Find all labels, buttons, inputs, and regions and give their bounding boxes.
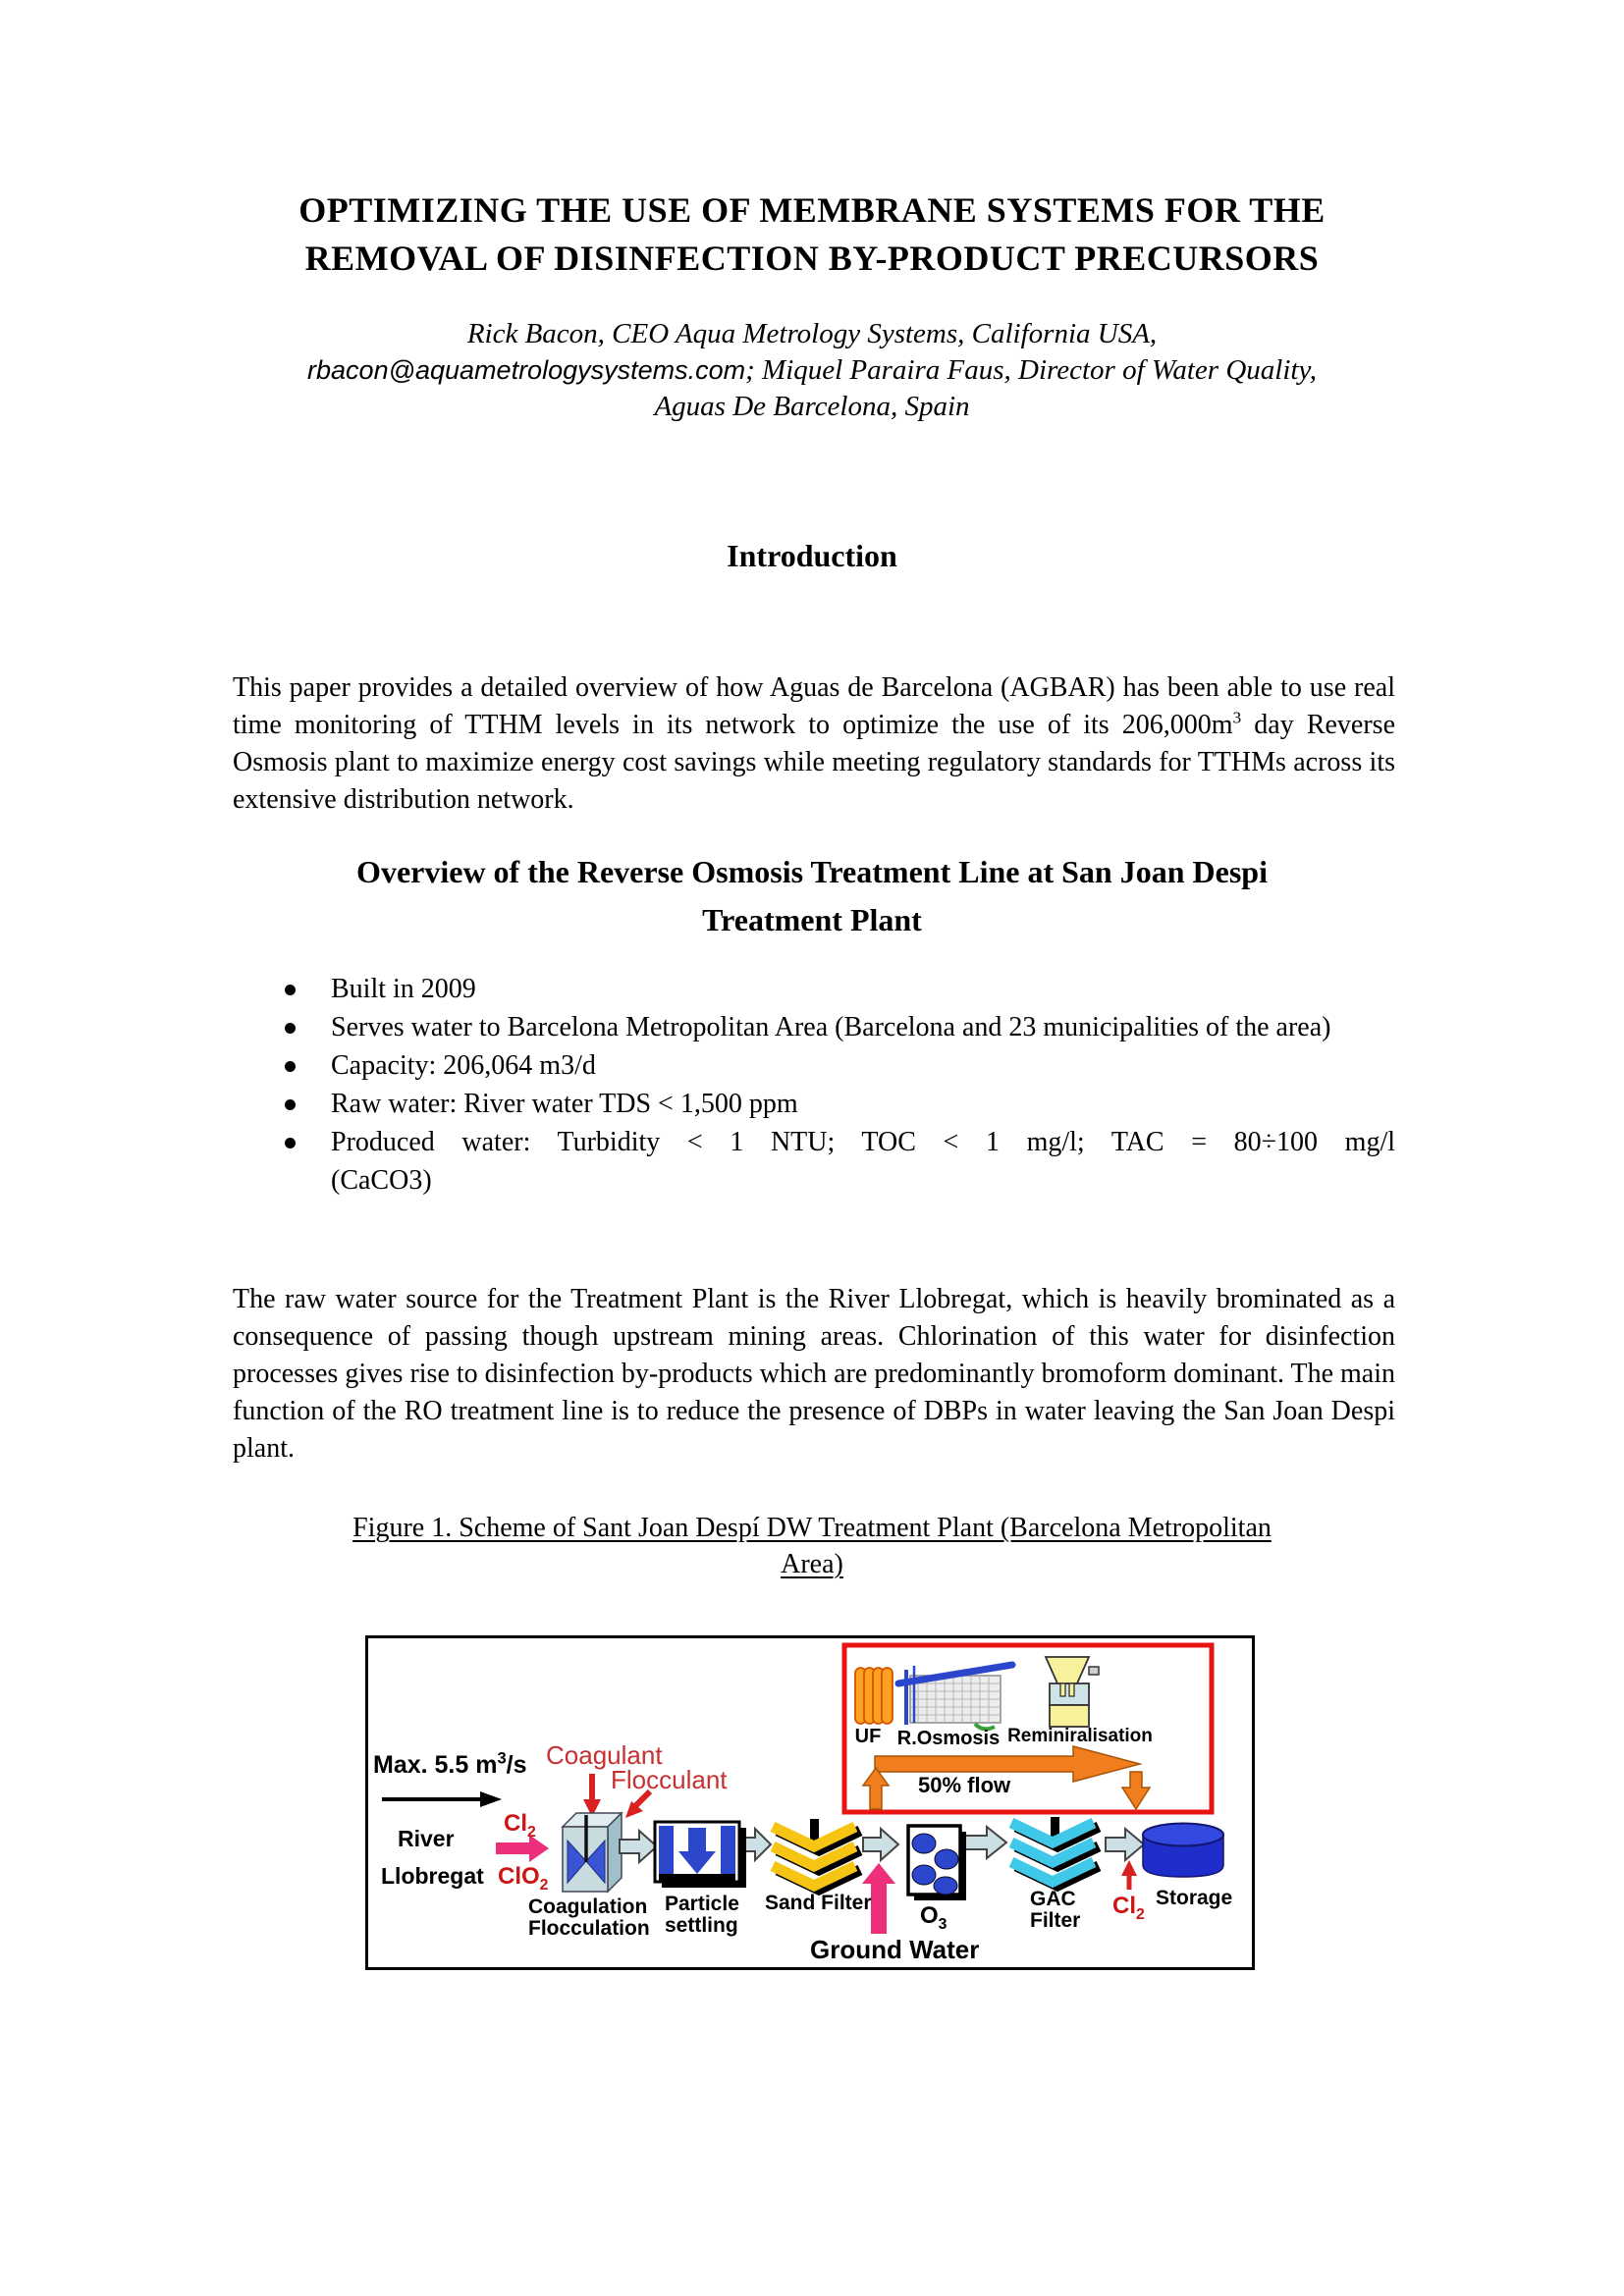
bullet-text: Capacity: 206,064 m3/d xyxy=(331,1050,596,1081)
intro-paragraph xyxy=(233,669,1395,819)
author-line-2-rest: ; Miquel Paraira Faus, Director of Water Quality, xyxy=(745,354,1317,386)
paper-title xyxy=(0,187,1624,283)
cubic-meter-superscript: 3 xyxy=(1232,708,1242,727)
coagulation-tank-icon xyxy=(563,1813,622,1892)
bullet-text: Serves water to Barcelona Metropolitan Area (Barcelona and 23 municipalities of the area) xyxy=(331,1012,1331,1042)
bullet-item-serves xyxy=(233,1008,1395,1046)
bullet-text: Raw water: River water TDS < 1,500 ppm xyxy=(331,1089,798,1119)
remineralisation-label: Reminiralisation xyxy=(1007,1726,1153,1746)
sand-filter-icon xyxy=(773,1819,860,1890)
sand-filter-label: Sand Filter xyxy=(765,1892,872,1914)
section-heading-line-1: Overview of the Reverse Osmosis Treatment Line at San Joan Despi xyxy=(356,854,1268,889)
flocculant-label: Flocculant xyxy=(611,1765,728,1794)
particle-settling-label: Particle settling xyxy=(665,1893,739,1938)
intro-heading: Introduction xyxy=(727,538,897,573)
author-block xyxy=(0,316,1624,425)
bullet-text-line-1: Produced water: Turbidity < 1 NTU; TOC < 1 mg/l; TAC = 80÷100 mg/l xyxy=(331,1127,1395,1157)
flow-arrow-4 xyxy=(963,1827,1006,1858)
ozone-label: $O_3$ xyxy=(920,1902,947,1933)
particle-settling-icon xyxy=(655,1822,746,1888)
author-line-3: Aguas De Barcelona, Spain xyxy=(654,391,970,422)
chlorine-storage-label: $Cl_2$ xyxy=(1112,1893,1145,1923)
flocculant-arrow xyxy=(625,1791,650,1818)
gac-filter-label: GAC Filter xyxy=(1030,1888,1081,1933)
bullet-list xyxy=(233,970,1395,1200)
bullet-marker xyxy=(285,1061,296,1072)
chlorine-dosing-arrow xyxy=(1121,1860,1137,1890)
remineralisation-icon xyxy=(1046,1657,1099,1727)
bypass-down-arrow xyxy=(1122,1772,1150,1809)
uf-label: UF xyxy=(854,1726,882,1747)
bullet-text-line-2: (CaCO3) xyxy=(331,1165,432,1196)
max-flow-label: Max. 5.5 $m^3/s$ xyxy=(373,1749,527,1779)
chlorine-dioxide-label: ClO$_2$ xyxy=(498,1863,549,1894)
bullet-marker xyxy=(285,1138,296,1148)
section-heading-line-2: Treatment Plant xyxy=(702,902,922,937)
raw-water-paragraph: The raw water source for the Treatment Plant is the River Llobregat, which is heavily brominated as a consequence of passing though upstream mining areas. Chlorination of this water for disinfection processes gives rise to disinfection by-products which are predominantly bromoform dominant. The main function of the RO treatment line is to reduce the presence of DBPs in water leaving the San Joan Despi plant. xyxy=(233,1284,1395,1464)
fifty-percent-flow-label: 50% flow xyxy=(918,1773,1011,1797)
bullet-item-raw-water xyxy=(233,1085,1395,1123)
storage-tank-icon xyxy=(1143,1824,1223,1878)
river-inflow-arrow xyxy=(382,1791,502,1807)
bullet-marker xyxy=(285,1023,296,1034)
coagulant-label: Coagulant xyxy=(546,1740,663,1770)
river-label-line-1: River xyxy=(398,1826,455,1851)
bullet-item-produced-water xyxy=(233,1123,1395,1200)
figure-caption xyxy=(0,1510,1624,1582)
title-line-2: REMOVAL OF DISINFECTION BY-PRODUCT PRECURSORS xyxy=(304,239,1320,278)
gac-filter-icon xyxy=(1011,1817,1099,1886)
figure-caption-line-2: Area) xyxy=(781,1549,843,1579)
intro-paragraph-part1: This paper provides a detailed overview of how Aguas de Barcelona (AGBAR) has been able to use real time monitoring of TTHM levels in its network to optimize the use of its 206,000m xyxy=(233,672,1395,740)
river-dosing-arrow xyxy=(496,1835,549,1862)
bullet-text: Built in 2009 xyxy=(331,974,476,1004)
bypass-up-arrow xyxy=(863,1768,889,1809)
author-email: rbacon@aquametrologysystems.com xyxy=(307,355,746,385)
ozone-icon xyxy=(908,1826,966,1900)
storage-label: Storage xyxy=(1156,1887,1233,1909)
flow-arrow-5 xyxy=(1106,1829,1144,1860)
r-osmosis-label: R.Osmosis xyxy=(896,1728,1001,1749)
author-line-1: Rick Bacon, CEO Aqua Metrology Systems, California USA, xyxy=(466,318,1158,349)
river-label-line-2: Llobregat xyxy=(381,1863,484,1889)
figure-caption-line-1: Figure 1. Scheme of Sant Joan Despí DW Treatment Plant (Barcelona Metropolitan xyxy=(352,1513,1272,1543)
author-line-2 xyxy=(0,352,1624,389)
flow-arrow-1 xyxy=(620,1831,657,1862)
chlorine-label: $Cl_2$ xyxy=(504,1810,536,1841)
max-flow-superscript: 3 xyxy=(497,1749,507,1768)
bullet-marker xyxy=(285,985,296,995)
coagulant-arrow xyxy=(583,1774,601,1817)
figure-1-diagram xyxy=(365,1635,1255,1970)
uf-icon xyxy=(855,1668,893,1724)
reverse-osmosis-icon xyxy=(898,1665,1012,1729)
ground-water-label: Ground Water xyxy=(810,1935,980,1964)
intro-paragraph-part2: day Reverse Osmosis plant to maximize energy cost savings while meeting regulatory standards for TTHMs across its extensive distribution network. xyxy=(233,710,1395,815)
flow-arrow-3 xyxy=(863,1829,898,1860)
section-heading xyxy=(0,848,1624,944)
title-line-1: OPTIMIZING THE USE OF MEMBRANE SYSTEMS FOR THE xyxy=(298,190,1326,230)
bullet-item-built xyxy=(233,970,1395,1008)
coagulation-label: Coagulation Flocculation xyxy=(528,1896,650,1941)
bullet-marker xyxy=(285,1099,296,1110)
bullet-item-capacity xyxy=(233,1046,1395,1085)
